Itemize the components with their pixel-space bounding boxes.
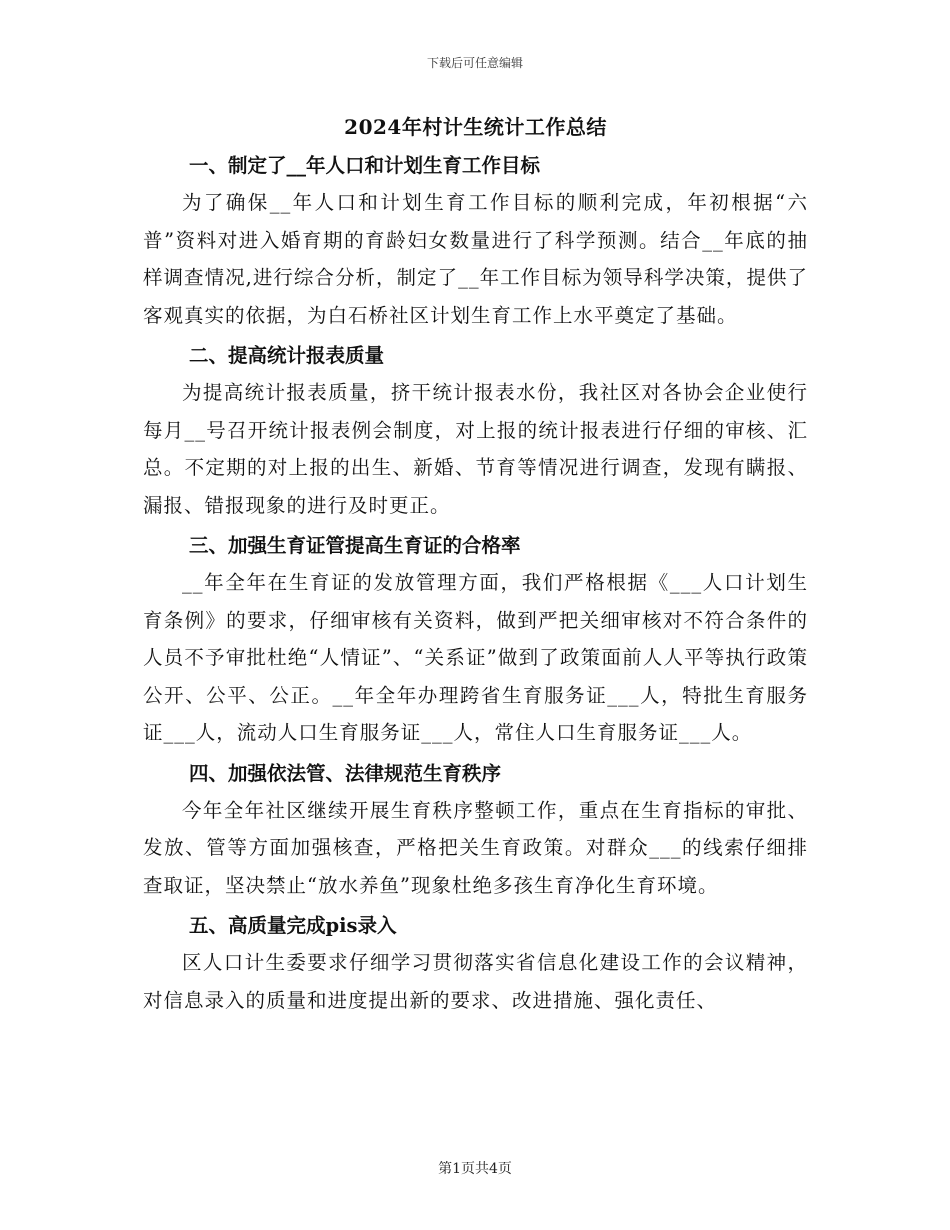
section-heading-5: 五、高质量完成pis录入 (189, 914, 397, 937)
section-heading-2: 二、提高统计报表质量 (189, 344, 385, 367)
section-heading-4: 四、加强依法管、法律规范生育秩序 (189, 761, 502, 785)
section-paragraph-4: 今年全年社区继续开展生育秩序整顿工作，重点在生育指标的审批、发放、管等方面加强核查，严格把关生育政策。对群众___的线索仔细排查取证，坚决禁止“放水养鱼”现象杜绝多孩生育净化生育环境。 (143, 798, 808, 897)
page-number: 第1页共4页 (438, 1161, 512, 1177)
section-heading-3: 三、加强生育证管提高生育证的合格率 (189, 534, 521, 557)
section-paragraph-3: __年全年在生育证的发放管理方面，我们严格根据《___人口计划生育条例》的要求，仔细审核有关资料，做到严把关细审核对不符合条件的人员不予审批杜绝“人情证”、“关系证”做到了政策面前人人平等执行政策公开、公平、公正。__年全年办理跨省生育服务证___人，特批生育服务证___人，流动人口生育服务证___人，常住人口生育服务证___人。 (143, 571, 808, 744)
document-body (143, 110, 808, 1023)
section-paragraph-5: 区人口计生委要求仔细学习贯彻落实省信息化建设工作的会议精神，对信息录入的质量和进度提出新的要求、改进措施、强化责任、 (143, 951, 808, 1012)
document-title: 2024年村计生统计工作总结 (344, 115, 607, 139)
section-heading-1: 一、制定了__年人口和计划生育工作目标 (189, 154, 541, 177)
section-paragraph-1: 为了确保__年人口和计划生育工作目标的顺利完成，年初根据“六普”资料对进入婚育期的育龄妇女数量进行了科学预测。结合__年底的抽样调查情况,进行综合分析，制定了__年工作目标为领导科学决策，提供了客观真实的依据，为白石桥社区计划生育工作上水平奠定了基础。 (143, 191, 808, 327)
section-paragraph-2: 为提高统计报表质量，挤干统计报表水份，我社区对各协会企业使行每月__号召开统计报表例会制度，对上报的统计报表进行仔细的审核、汇总。不定期的对上报的出生、新婚、节育等情况进行调查，发现有瞒报、漏报、错报现象的进行及时更正。 (143, 381, 808, 517)
header-note: 下载后可任意编辑 (426, 56, 523, 70)
